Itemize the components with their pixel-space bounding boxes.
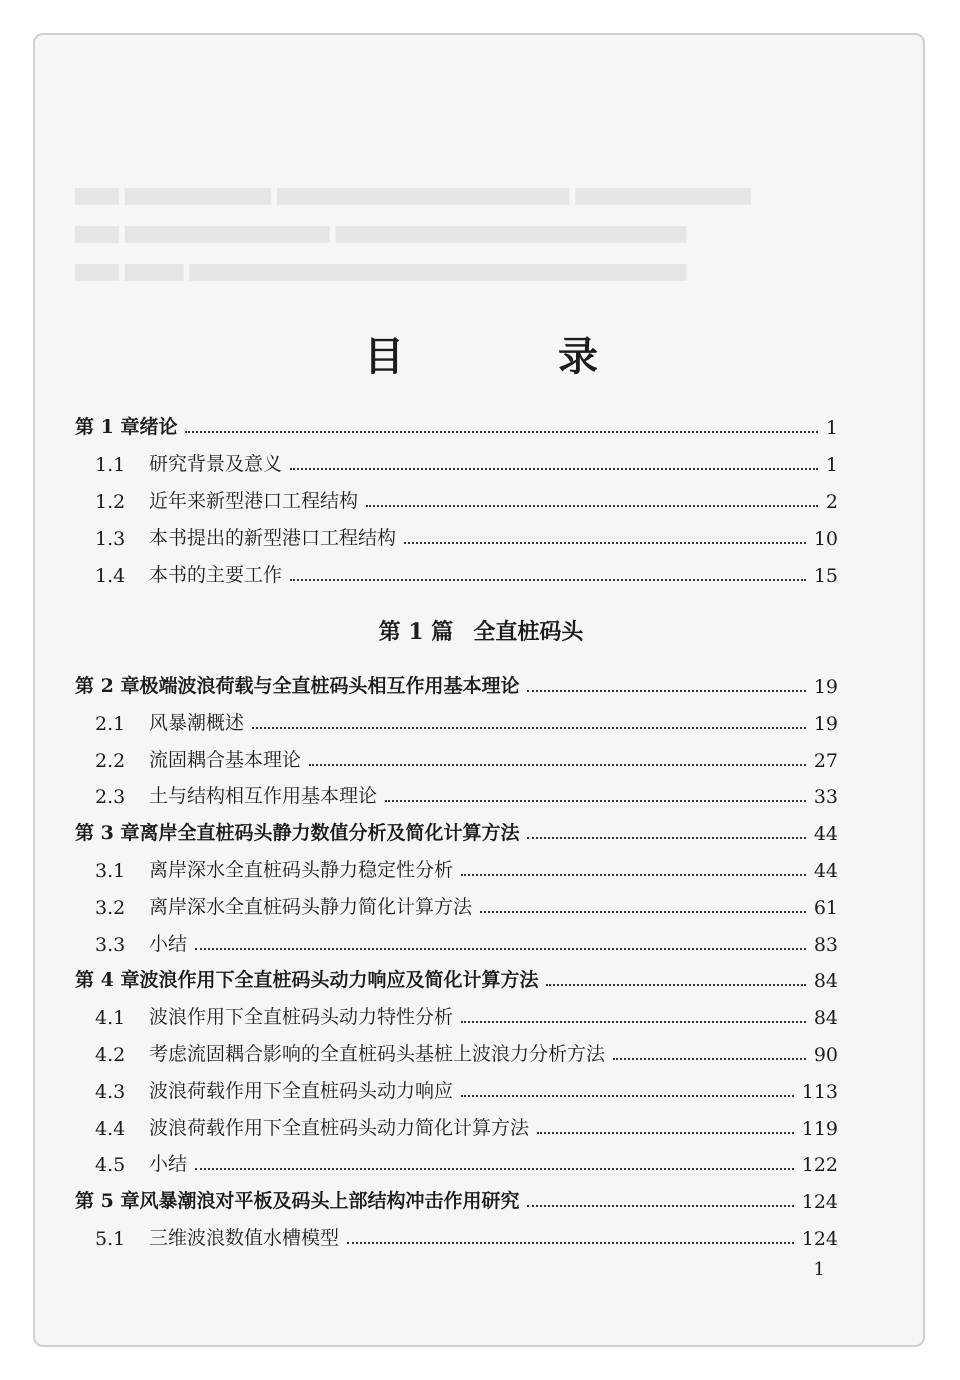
show-through-texture: ▆▆▆ ▆▆▆▆▆▆▆▆▆▆▆▆▆▆ ▆▆▆▆▆▆▆▆▆▆▆▆▆▆▆▆▆▆▆▆▆▆▆▆ [75,221,687,243]
toc-chapter-entry[interactable] [75,409,838,439]
entry-page-number: 61 [813,896,838,919]
entry-number: 1.3 [95,528,126,550]
toc-section-entry[interactable] [75,1073,838,1103]
toc-section-entry[interactable] [75,446,838,476]
document-page [33,33,925,1347]
toc-chapter-entry[interactable] [75,815,838,845]
show-through-texture: ▆▆▆ ▆▆▆▆▆▆▆▆▆▆ ▆▆▆▆▆▆▆▆▆▆▆▆▆▆▆▆▆▆▆▆ ▆▆▆▆▆▆▆▆▆▆▆▆ [75,183,751,205]
entry-number: 3.3 [95,933,126,956]
dot-leader [527,1205,793,1207]
dot-leader [461,1095,794,1097]
entry-page-number: 83 [813,933,838,956]
toc-section-entry[interactable] [75,742,838,772]
entry-page-number: 1 [825,417,838,439]
entry-number: 1.1 [95,454,126,476]
entry-page-number: 27 [813,749,838,772]
entry-title: 研究背景及意义 [149,453,283,475]
dot-leader [527,837,805,839]
entry-page-number: 19 [813,676,838,698]
dot-leader [290,579,806,581]
entry-number: 4.5 [95,1154,126,1177]
toc-section-entry[interactable] [75,999,838,1029]
entry-title: 波浪作用下全直桩码头动力响应及简化计算方法 [139,969,539,992]
entry-title: 波浪荷载作用下全直桩码头动力响应 [149,1079,454,1102]
entry-number: 4.4 [95,1117,126,1140]
entry-number: 4.3 [95,1080,126,1103]
entry-title: 本书提出的新型港口工程结构 [149,527,397,549]
dot-leader [366,505,818,507]
entry-page-number: 84 [813,1007,838,1030]
entry-page-number: 15 [813,565,838,587]
dot-leader [252,727,806,729]
entry-title: 小结 [149,1153,188,1176]
entry-number: 第 1 章 [75,416,140,438]
toc-section-entry[interactable] [75,557,838,587]
toc-section-entry[interactable] [75,520,838,550]
dot-leader [185,431,817,433]
toc-section-entry[interactable] [75,1220,838,1250]
entry-title: 极端波浪荷载与全直桩码头相互作用基本理论 [139,675,520,697]
entry-page-number: 84 [813,970,838,993]
entry-title: 风暴潮概述 [149,711,245,734]
entry-title: 离岸全直桩码头静力数值分析及简化计算方法 [139,822,520,845]
entry-page-number: 44 [813,860,838,882]
entry-number: 1.4 [95,565,126,587]
toc-section-entry[interactable] [75,889,838,919]
entry-title: 本书的主要工作 [149,564,283,586]
dot-leader [613,1058,806,1060]
entry-page-number: 124 [801,1191,838,1214]
page-number: 1 [813,1259,825,1280]
dot-leader [195,1168,794,1170]
entry-number: 1.2 [95,491,126,513]
part-number: 第 1 篇 [378,619,454,645]
dot-leader [309,764,806,766]
entry-title: 考虑流固耦合影响的全直桩码头基桩上波浪力分析方法 [149,1043,606,1065]
entry-title: 波浪作用下全直桩码头动力特性分析 [149,1006,454,1029]
entry-page-number: 113 [801,1080,838,1103]
toc-section-entry[interactable] [75,483,838,513]
entry-title: 近年来新型港口工程结构 [149,490,359,512]
entry-page-number: 44 [813,823,838,846]
toc-title: 目 录 [364,333,668,380]
dot-leader [546,984,805,986]
entry-page-number: 90 [813,1044,838,1066]
toc-chapter-entry[interactable] [75,962,838,992]
entry-page-number: 124 [801,1228,838,1250]
entry-number: 第 3 章 [75,822,140,845]
entry-number: 第 2 章 [75,675,140,697]
dot-leader [290,468,818,470]
dot-leader [404,542,806,544]
toc-section-entry[interactable] [75,1110,838,1140]
entry-title: 风暴潮浪对平板及码头上部结构冲击作用研究 [139,1190,520,1213]
entry-page-number: 122 [801,1154,838,1177]
entry-number: 2.2 [95,749,126,772]
entry-title: 三维波浪数值水槽模型 [149,1227,340,1249]
dot-leader [461,874,806,876]
dot-leader [537,1132,794,1134]
part-title: 全直桩码头 [473,619,584,645]
entry-number: 3.2 [95,896,126,919]
toc-section-entry[interactable] [75,1146,838,1176]
show-through-texture: ▆▆▆ ▆▆▆▆ ▆▆▆▆▆▆▆▆▆▆▆▆▆▆▆▆▆▆▆▆▆▆▆▆▆▆▆▆▆▆▆▆▆▆ [75,259,687,281]
entry-title: 土与结构相互作用基本理论 [149,785,378,808]
entry-number: 3.1 [95,860,126,882]
entry-number: 2.1 [95,712,126,735]
entry-title: 离岸深水全直桩码头静力简化计算方法 [149,895,473,918]
entry-title: 绪论 [139,416,178,438]
entry-number: 第 4 章 [75,969,140,992]
toc-chapter-entry[interactable] [75,668,838,698]
dot-leader [480,911,806,913]
toc-section-entry[interactable] [75,778,838,808]
entry-page-number: 19 [813,712,838,735]
toc-chapter-entry[interactable] [75,1183,838,1213]
entry-title: 小结 [149,932,188,955]
entry-title: 流固耦合基本理论 [149,748,302,771]
part-heading [35,615,927,646]
entry-title: 离岸深水全直桩码头静力稳定性分析 [149,859,454,881]
toc-section-entry[interactable] [75,1036,838,1066]
entry-number: 4.1 [95,1007,126,1030]
entry-number: 2.3 [95,786,126,809]
dot-leader [461,1021,806,1023]
toc-section-entry[interactable] [75,705,838,735]
entry-page-number: 10 [813,528,838,550]
dot-leader [347,1242,794,1244]
entry-number: 4.2 [95,1044,126,1066]
entry-number: 5.1 [95,1228,126,1250]
entry-page-number: 33 [813,786,838,809]
toc-section-entry[interactable] [75,926,838,956]
entry-page-number: 1 [825,454,838,476]
entry-page-number: 2 [825,491,838,513]
dot-leader [385,800,806,802]
dot-leader [527,690,805,692]
entry-number: 第 5 章 [75,1190,140,1213]
entry-page-number: 119 [801,1117,838,1140]
entry-title: 波浪荷载作用下全直桩码头动力简化计算方法 [149,1116,530,1139]
dot-leader [195,948,806,950]
toc-section-entry[interactable] [75,852,838,882]
